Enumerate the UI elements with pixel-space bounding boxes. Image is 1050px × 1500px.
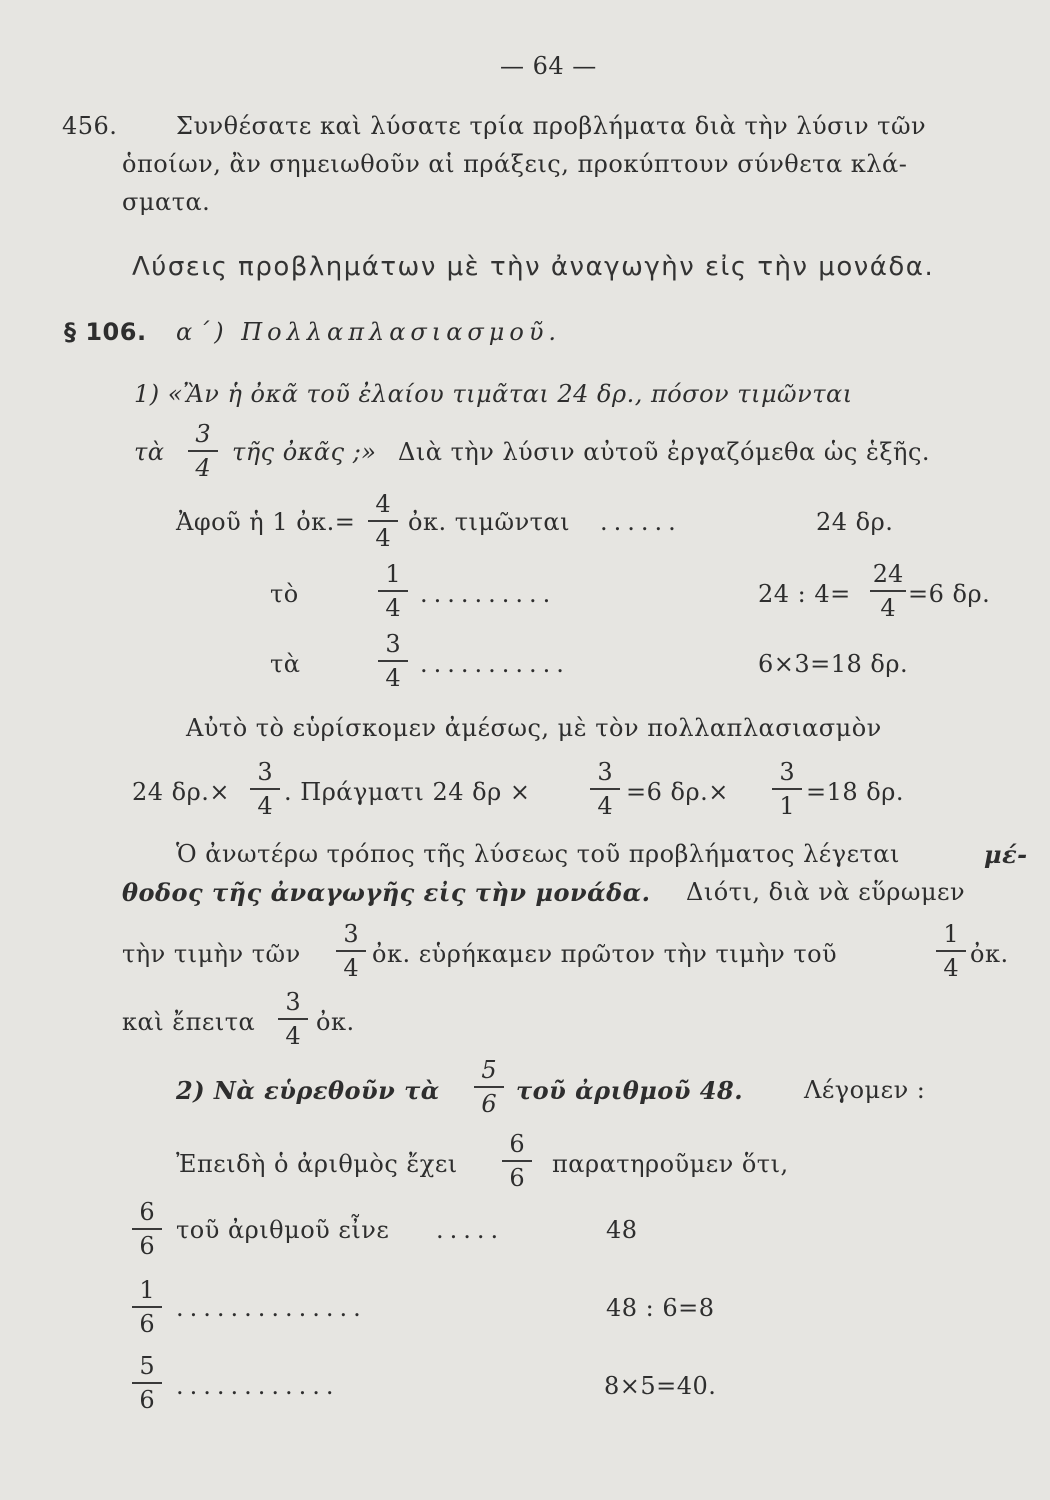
example1-text2-d: =18 δρ. (806, 778, 904, 806)
method-line4-a: καὶ ἔπειτα (122, 1008, 256, 1036)
example2-row3-result: 8×5=40. (604, 1372, 717, 1400)
row3-dots: ........... (420, 650, 570, 678)
example2-row1-text: τοῦ ἀριθμοῦ εἶνε (176, 1216, 390, 1244)
fraction-1-4: 1 4 (936, 920, 966, 982)
problem-text-line3: σματα. (122, 188, 211, 216)
fraction-6-6: 6 6 (502, 1130, 532, 1192)
row1-result: 24 δρ. (816, 508, 894, 536)
example2-line2-b: παρατηροῦμεν ὅτι, (552, 1150, 789, 1178)
fraction-3-4: 3 4 (278, 988, 308, 1050)
paragraph-title: α΄) Πολλαπλασιασμοῦ. (176, 318, 562, 346)
fraction-24-4: 24 4 (870, 560, 906, 622)
row2-dots: .......... (420, 580, 557, 608)
row2-calc: 24 : 4= (758, 580, 851, 608)
fraction-3-4: 3 4 (336, 920, 366, 982)
example2-line2-a: Ἐπειδὴ ὁ ἀριθμὸς ἔχει (176, 1150, 458, 1178)
example2-row2-dots: .............. (176, 1294, 367, 1322)
problem-text-line2: ὁποίων, ἂν σημειωθοῦν αἱ πράξεις, προκύπτουν σύνθετα κλά- (122, 150, 908, 178)
fraction-1-6: 1 6 (132, 1276, 162, 1338)
row3-result: 6×3=18 δρ. (758, 650, 909, 678)
problem-text-line1: Συνθέσατε καὶ λύσατε τρία προβλήματα διὰ τὴν λύσιν τῶν (176, 112, 927, 140)
fraction-3-4: 3 4 (250, 758, 280, 820)
method-line3-a: τὴν τιμὴν τῶν (122, 940, 301, 968)
example1-question-line1: 1) «Ἂν ἡ ὀκᾶ τοῦ ἐλαίου τιμᾶται 24 δρ., πόσον τιμῶνται (134, 380, 853, 408)
fraction-3-4: 3 4 (378, 630, 408, 692)
section-heading: Λύσεις προβλημάτων μὲ τὴν ἀναγωγὴν εἰς τὴν μονάδα. (132, 252, 935, 282)
paragraph-label: § 106. (64, 318, 147, 346)
example2-line1-b: τοῦ ἀριθμοῦ 48. (516, 1076, 744, 1105)
fraction-1-4: 1 4 (378, 560, 408, 622)
example1-text1: Αὐτὸ τὸ εὑρίσκομεν ἀμέσως, μὲ τὸν πολλαπλασιασμὸν (186, 714, 882, 742)
fraction-3-4: 3 4 (188, 420, 218, 482)
example2-row2-result: 48 : 6=8 (606, 1294, 715, 1322)
example2-row1-dots: ..... (436, 1216, 505, 1244)
row1-text-b: ὀκ. τιμῶνται (408, 508, 571, 536)
example1-question-suffix: τῆς ὀκᾶς ;» (232, 438, 377, 466)
fraction-3-4: 3 4 (590, 758, 620, 820)
page-number: — 64 — (500, 52, 597, 80)
fraction-3-1: 3 1 (772, 758, 802, 820)
fraction-6-6: 6 6 (132, 1198, 162, 1260)
example1-text2-a: 24 δρ.× (132, 778, 230, 806)
fraction-4-4: 4 4 (368, 490, 398, 552)
problem-number: 456. (62, 112, 118, 140)
example1-question-rest: Διὰ τὴν λύσιν αὐτοῦ ἐργαζόμεθα ὡς ἑξῆς. (398, 438, 931, 466)
example2-line1-c: Λέγομεν : (804, 1076, 926, 1104)
method-line2-bold: θοδος τῆς ἀναγωγῆς εἰς τὴν μονάδα. (122, 878, 651, 907)
row1-text-a: Ἀφοῦ ἡ 1 ὀκ.= (176, 508, 356, 536)
example2-row3-dots: ............ (176, 1372, 340, 1400)
method-line1: Ὁ ἀνωτέρω τρόπος τῆς λύσεως τοῦ προβλήματος λέγεται (176, 840, 900, 868)
row1-dots: ...... (600, 508, 682, 536)
method-line3-c: ὀκ. (970, 940, 1009, 968)
row2-label: τὸ (270, 580, 299, 608)
method-line3-b: ὀκ. εὑρήκαμεν πρῶτον τὴν τιμὴν τοῦ (372, 940, 838, 968)
method-line4-b: ὀκ. (316, 1008, 355, 1036)
example2-row1-result: 48 (606, 1216, 638, 1244)
example1-text2-b: . Πράγματι 24 δρ × (284, 778, 531, 806)
row2-result: =6 δρ. (908, 580, 991, 608)
fraction-5-6: 5 6 (132, 1352, 162, 1414)
method-line2-rest: Διότι, διὰ νὰ εὕρωμεν (686, 878, 966, 906)
example1-question-prefix: τὰ (134, 438, 165, 466)
fraction-5-6: 5 6 (474, 1056, 504, 1118)
example1-text2-c: =6 δρ.× (626, 778, 729, 806)
row3-label: τὰ (270, 650, 301, 678)
example2-line1-a: 2) Νὰ εὑρεθοῦν τὰ (176, 1076, 440, 1105)
method-line1-bold: μέ- (984, 840, 1028, 869)
